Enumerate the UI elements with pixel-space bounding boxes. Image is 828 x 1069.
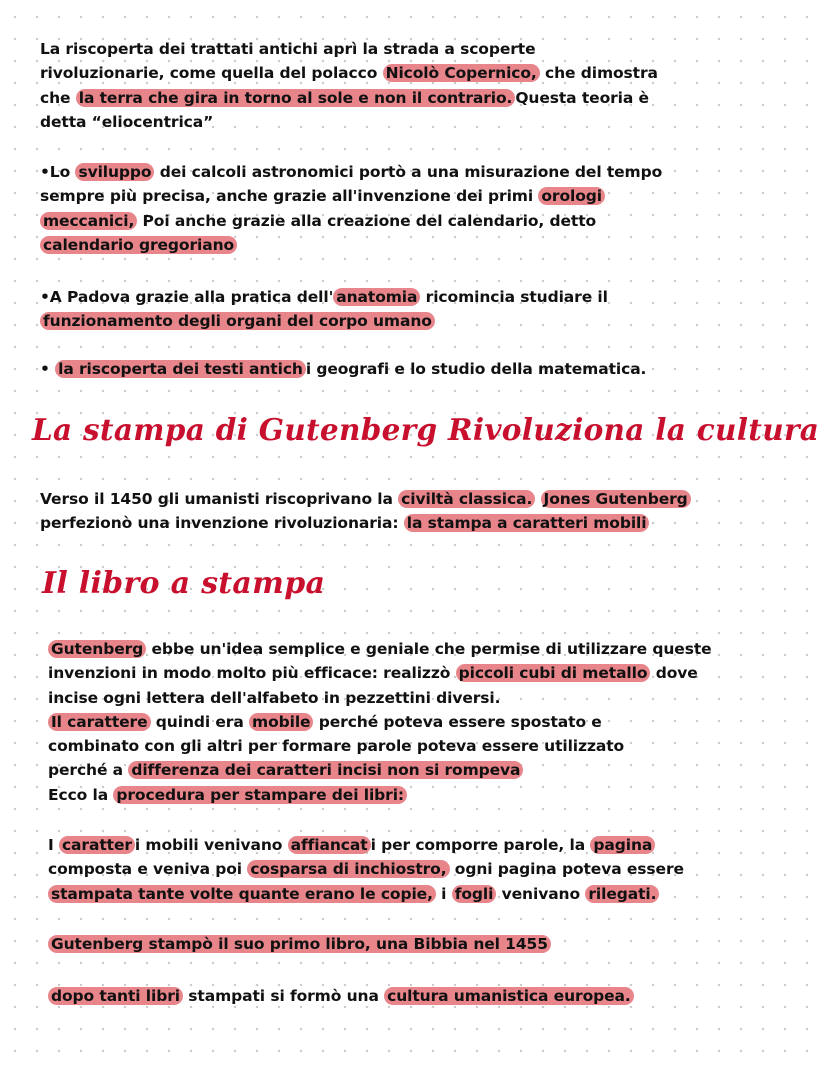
text: i per comporre parole, la <box>370 836 591 854</box>
text: Poi anche grazie alla creazione del calendario, detto <box>137 211 597 230</box>
highlight: stampata tante volte quante erano le copie, <box>48 885 436 903</box>
paragraph-caratteri-mobili <box>48 637 712 807</box>
text-line <box>48 661 712 685</box>
text: •Lo <box>40 163 76 181</box>
text: composta e veniva poi <box>48 860 248 879</box>
highlight: rilegati. <box>585 885 659 903</box>
paragraph-calendario <box>40 160 662 257</box>
highlight: meccanici, <box>40 212 137 230</box>
text: combinato con gli altri per formare parole poteva essere utilizzato <box>48 737 625 756</box>
text-line <box>40 209 662 233</box>
text-line <box>48 637 712 661</box>
text: stampati si formò una <box>183 987 385 1005</box>
text: i <box>435 884 452 903</box>
paragraph-gutenberg-1450 <box>40 487 691 536</box>
text-line <box>48 882 684 906</box>
text: Ecco la <box>48 785 114 804</box>
text: I <box>48 836 59 854</box>
highlight: anatomia <box>333 288 420 306</box>
text-line <box>40 61 658 85</box>
text: ebbe un'idea semplice e geniale che permise di utilizzare queste <box>146 640 712 658</box>
text: venivano <box>496 884 586 903</box>
text: i mobili venivano <box>134 836 288 854</box>
text: Verso il 1450 gli umanisti riscoprivano la <box>40 490 399 508</box>
highlight: differenza dei caratteri incisi non si rompeva <box>128 761 523 779</box>
highlight: piccoli cubi di metallo <box>456 664 651 682</box>
highlight: Il carattere <box>48 713 151 731</box>
text-line <box>40 309 608 333</box>
highlight: la riscoperta dei testi antich <box>55 360 306 378</box>
text: La riscoperta dei trattati antichi aprì la strada a scoperte <box>40 40 536 58</box>
text: dove <box>650 664 698 683</box>
highlight: Nicolò Copernico, <box>383 64 540 82</box>
text: i geografi e lo studio della matematica. <box>305 360 647 378</box>
text-line <box>48 758 712 782</box>
highlight: funzionamento degli organi del corpo umano <box>40 312 435 330</box>
text: incise ogni lettera dell'alfabeto in pezzettini diversi. <box>48 688 501 707</box>
highlight: la terra che gira in torno al sole e non il contrario. <box>76 89 516 107</box>
highlight: pagina <box>590 836 655 854</box>
text: Questa teoria è <box>515 88 649 107</box>
highlight: civiltà classica. <box>398 490 535 508</box>
text: perché a <box>48 761 129 780</box>
text-line <box>40 184 662 208</box>
heading-stampa-gutenberg: La stampa di Gutenberg Rivoluziona la cultura <box>32 412 820 447</box>
text: ricomincia studiare il <box>420 288 608 306</box>
text-line <box>40 233 662 257</box>
text: dei calcoli astronomici portò a una misurazione del tempo <box>154 163 663 181</box>
text-line <box>40 511 691 535</box>
paragraph-bibbia <box>48 932 551 956</box>
text: che dimostra <box>539 64 658 83</box>
text-line <box>40 110 658 134</box>
text: • <box>40 360 56 378</box>
highlight: cultura umanistica europea. <box>384 987 634 1005</box>
paragraph-testi-antichi <box>40 357 646 381</box>
highlight: dopo tanti libri <box>48 987 183 1005</box>
highlight: cosparsa di inchiostro, <box>247 860 449 878</box>
text-line <box>48 833 684 857</box>
text: •A Padova grazie alla pratica dell' <box>40 288 334 306</box>
heading-libro-stampa: Il libro a stampa <box>42 566 326 601</box>
text-line <box>48 710 712 734</box>
highlight: orologi <box>538 187 605 205</box>
text: invenzioni in modo molto più efficace: realizzò <box>48 664 456 683</box>
text: perché poteva essere spostato e <box>313 712 602 731</box>
text: sempre più precisa, anche grazie all'invenzione dei primi <box>40 187 539 206</box>
text <box>535 490 540 508</box>
highlight: fogli <box>452 885 497 903</box>
highlight: affiancat <box>288 836 371 854</box>
text-line <box>48 686 712 710</box>
text-line <box>48 857 684 881</box>
text: detta “eliocentrica” <box>40 112 214 131</box>
text: che <box>40 88 76 107</box>
highlight: sviluppo <box>75 163 154 181</box>
text-line <box>48 984 634 1008</box>
paragraph-cultura-umanistica <box>48 984 634 1008</box>
text-line <box>48 783 712 807</box>
paragraph-copernico <box>40 37 658 134</box>
text: rivoluzionarie, come quella del polacco <box>40 64 383 83</box>
text: ogni pagina poteva essere <box>449 860 684 879</box>
text-line <box>40 37 658 61</box>
text: quindi era <box>150 712 250 731</box>
text-line <box>40 487 691 511</box>
paragraph-anatomia <box>40 285 608 334</box>
highlight: Jones Gutenberg <box>541 490 691 508</box>
text-line <box>48 734 712 758</box>
text: perfezionò una invenzione rivoluzionaria: <box>40 514 404 533</box>
highlight: la stampa a caratteri mobili <box>404 514 650 532</box>
text-line <box>40 285 608 309</box>
text-line <box>40 357 646 381</box>
highlight: procedura per stampare dei libri: <box>113 786 407 804</box>
highlight: calendario gregoriano <box>40 236 237 254</box>
text-line <box>40 86 658 110</box>
highlight: caratter <box>59 836 135 854</box>
paragraph-procedura <box>48 833 684 906</box>
highlight: Gutenberg stampò il suo primo libro, una Bibbia nel 1455 <box>48 935 551 953</box>
text-line <box>48 932 551 956</box>
text-line <box>40 160 662 184</box>
highlight: Gutenberg <box>48 640 146 658</box>
highlight: mobile <box>249 713 313 731</box>
